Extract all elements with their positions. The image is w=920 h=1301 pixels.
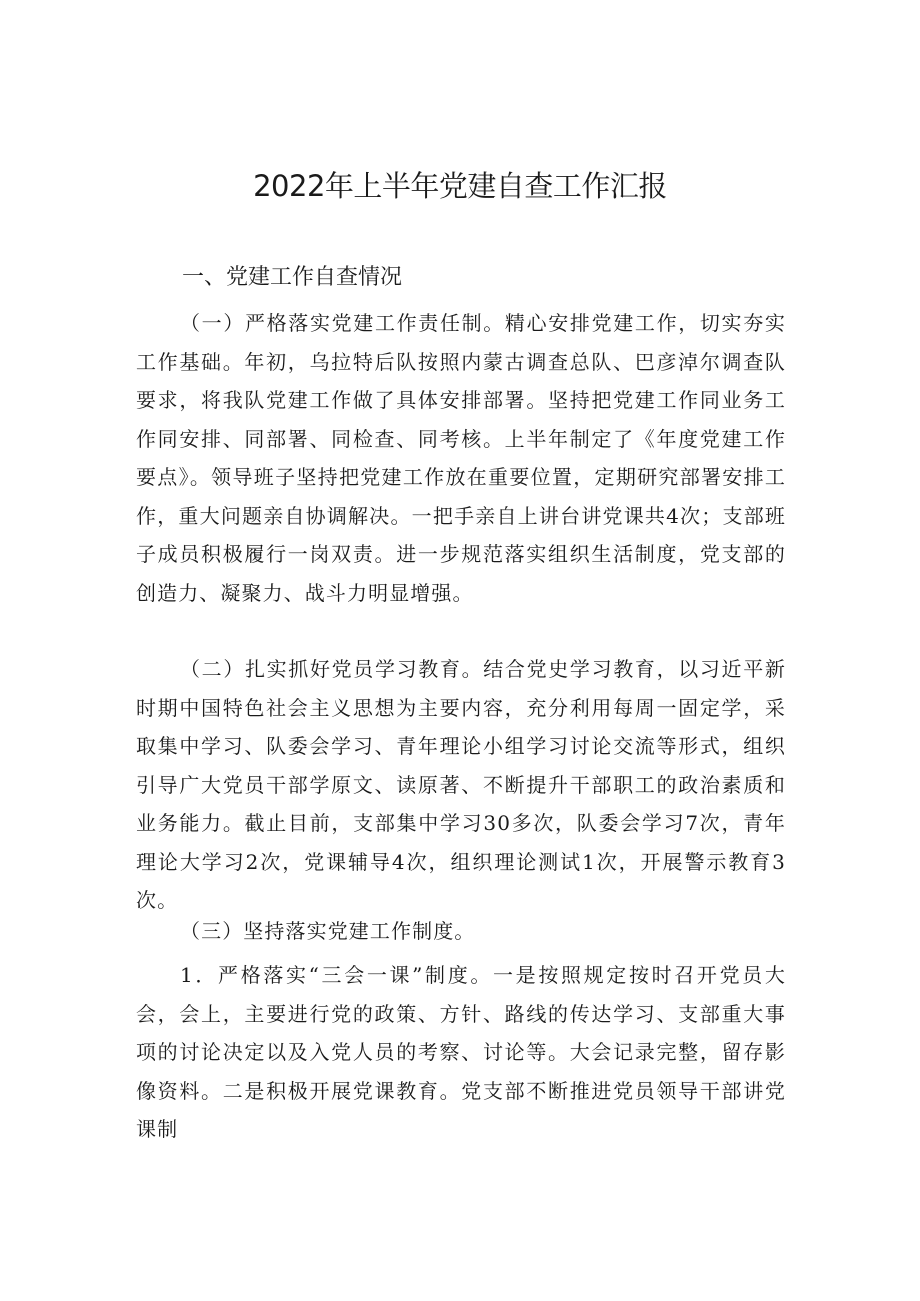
document-title: 2022年上半年党建自查工作汇报 [253, 169, 667, 203]
paragraph-member-education: （二）扎实抓好党员学习教育。结合党史学习教育，以习近平新时期中国特色社会主义思想为主要内容，充分利用每周一固定学，采取集中学习、队委会学习、青年理论小组学习讨论交流等形式，组织引导广大党员干部学原文、读原著、不断提升干部职工的政治素质和业务能力。截止目前，支部集中学习30多次，队委会学习7次，青年理论大学习2次，党课辅导4次，组织理论测试1次，开展警示教育3次。 [136, 657, 786, 912]
paragraph-three-meetings: 1．严格落实“三会一课”制度。一是按照规定按时召开党员大会，会上，主要进行党的政策、方针、路线的传达学习、支部重大事项的讨论决定以及入党人员的考察、讨论等。大会记录完整，留存影像资料。二是积极开展党课教育。党支部不断推进党员领导干部讲党课制 [136, 963, 786, 1141]
paragraph-system-heading: （三）坚持落实党建工作制度。 [180, 919, 476, 943]
section-heading: 一、党建工作自查情况 [182, 265, 403, 290]
paragraph-responsibility-system: （一）严格落实党建工作责任制。精心安排党建工作，切实夯实工作基础。年初，乌拉特后队按照内蒙古调查总队、巴彦淖尔调查队要求，将我队党建工作做了具体安排部署。坚持把党建工作同业务工作同安排、同部署、同检查、同考核。上半年制定了《年度党建工作要点》。领导班子坚持把党建工作放在重要位置，定期研究部署安排工作，重大问题亲自协调解决。一把手亲自上讲台讲党课共4次；支部班子成员积极履行一岗双责。进一步规范落实组织生活制度，党支部的创造力、凝聚力、战斗力明显增强。 [136, 311, 786, 605]
